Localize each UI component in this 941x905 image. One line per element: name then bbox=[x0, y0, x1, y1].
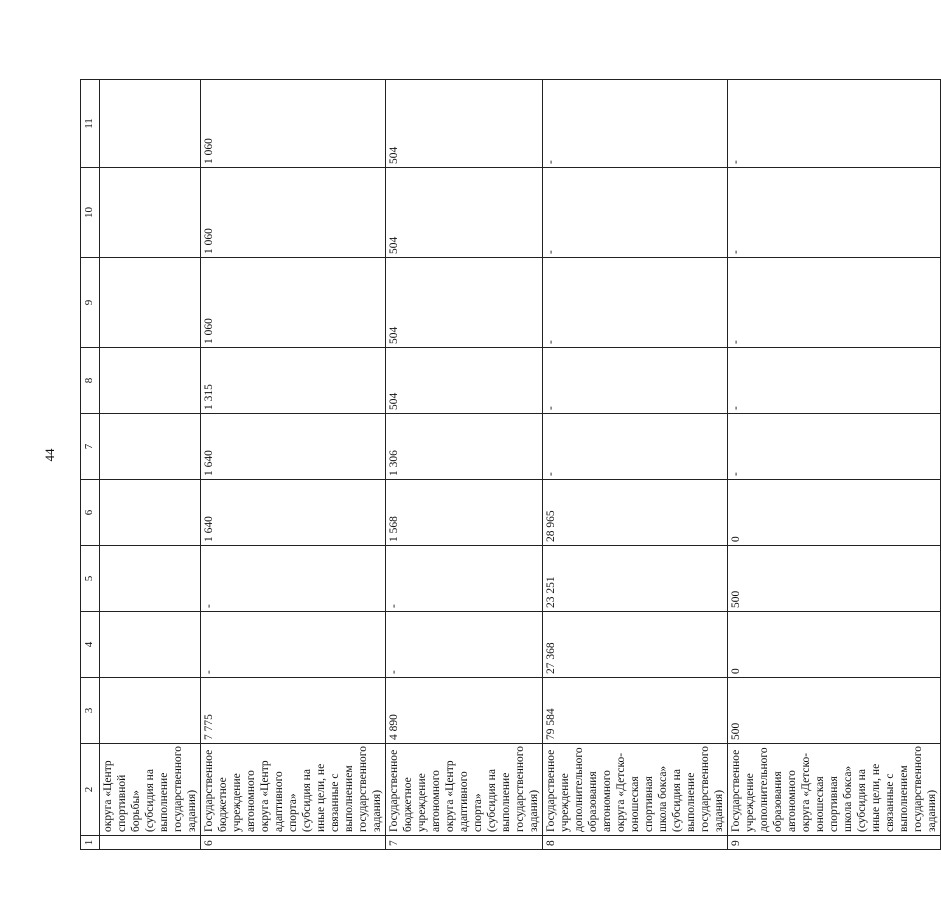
row-number-cell bbox=[201, 836, 386, 850]
rotated-table-container bbox=[80, 80, 938, 850]
value-cell bbox=[728, 80, 941, 168]
value-text: - bbox=[388, 670, 400, 674]
value-text: 1 060 bbox=[203, 138, 215, 164]
column-number-cell: 11 bbox=[81, 80, 100, 168]
column-number-cell: 6 bbox=[81, 480, 100, 546]
value-text: 504 bbox=[388, 236, 400, 254]
value-cell bbox=[201, 348, 386, 414]
value-cell bbox=[543, 80, 728, 168]
value-text: 1 306 bbox=[388, 450, 400, 476]
page-number: 44 bbox=[42, 448, 57, 462]
value-text: - bbox=[545, 250, 557, 254]
value-cell bbox=[386, 612, 543, 678]
row-number: 7 bbox=[388, 840, 400, 846]
column-number-cell: 8 bbox=[81, 348, 100, 414]
value-cell bbox=[728, 480, 941, 546]
value-text: - bbox=[545, 160, 557, 164]
value-cell bbox=[728, 168, 941, 258]
value-cell bbox=[728, 258, 941, 348]
value-cell bbox=[728, 414, 941, 480]
budget-table bbox=[80, 79, 941, 850]
value-cell bbox=[386, 480, 543, 546]
value-text: 504 bbox=[388, 146, 400, 164]
row-number-cell bbox=[386, 836, 543, 850]
value-cell bbox=[386, 80, 543, 168]
value-cell bbox=[100, 678, 201, 744]
institution-name-cell: Государственное бюджетное учреждение автономного округа «Центр адаптивного спорта» (субсидия на иные цели, не связанные с выполнением государственного задания) bbox=[201, 744, 386, 836]
row-number-cell bbox=[543, 836, 728, 850]
value-cell bbox=[543, 612, 728, 678]
value-cell bbox=[543, 348, 728, 414]
table-body bbox=[81, 80, 941, 850]
column-number-row bbox=[81, 80, 100, 850]
value-cell bbox=[543, 678, 728, 744]
value-text: 1 640 bbox=[203, 450, 215, 476]
value-text: - bbox=[730, 160, 742, 164]
column-number-cell: 10 bbox=[81, 168, 100, 258]
value-text: 1 060 bbox=[203, 228, 215, 254]
value-text: 0 bbox=[730, 536, 742, 542]
table-row bbox=[386, 80, 543, 850]
value-text: - bbox=[545, 472, 557, 476]
table-row bbox=[100, 80, 201, 850]
row-number-cell bbox=[728, 836, 941, 850]
value-cell bbox=[543, 414, 728, 480]
row-number: 9 bbox=[730, 840, 742, 846]
value-cell bbox=[100, 168, 201, 258]
value-cell bbox=[386, 546, 543, 612]
value-text: - bbox=[203, 604, 215, 608]
value-text: 0 bbox=[730, 668, 742, 674]
value-cell bbox=[201, 546, 386, 612]
value-text: 4 890 bbox=[388, 714, 400, 740]
value-cell bbox=[543, 480, 728, 546]
value-cell bbox=[728, 678, 941, 744]
value-cell bbox=[201, 480, 386, 546]
value-cell bbox=[201, 612, 386, 678]
value-cell bbox=[386, 168, 543, 258]
value-cell bbox=[728, 546, 941, 612]
column-number-cell: 1 bbox=[81, 836, 100, 850]
value-text: - bbox=[203, 670, 215, 674]
value-cell bbox=[100, 546, 201, 612]
row-number: 8 bbox=[545, 840, 557, 846]
value-cell bbox=[100, 612, 201, 678]
value-cell bbox=[386, 414, 543, 480]
value-cell bbox=[100, 414, 201, 480]
column-number-cell: 5 bbox=[81, 546, 100, 612]
column-number-cell: 7 bbox=[81, 414, 100, 480]
column-number-cell: 3 bbox=[81, 678, 100, 744]
value-cell bbox=[543, 168, 728, 258]
column-number-cell: 4 bbox=[81, 612, 100, 678]
institution-name-cell: Государственное бюджетное учреждение автономного округа «Центр адаптивного спорта» (субсидия на выполнение государственного задания) bbox=[386, 744, 543, 836]
value-text: 504 bbox=[388, 326, 400, 344]
value-text: 504 bbox=[388, 392, 400, 410]
value-cell bbox=[100, 258, 201, 348]
value-cell bbox=[100, 348, 201, 414]
value-text: - bbox=[730, 340, 742, 344]
value-text: - bbox=[730, 472, 742, 476]
value-cell bbox=[201, 678, 386, 744]
value-cell bbox=[201, 414, 386, 480]
value-text: 7 775 bbox=[203, 714, 215, 740]
value-text: 1 568 bbox=[388, 516, 400, 542]
value-text: - bbox=[545, 406, 557, 410]
value-cell bbox=[728, 348, 941, 414]
value-cell bbox=[543, 258, 728, 348]
value-text: - bbox=[388, 604, 400, 608]
table-row bbox=[201, 80, 386, 850]
value-text: 23 251 bbox=[545, 576, 557, 608]
column-number-cell: 9 bbox=[81, 258, 100, 348]
value-cell bbox=[100, 80, 201, 168]
value-cell bbox=[201, 168, 386, 258]
value-text: 79 584 bbox=[545, 708, 557, 740]
value-text: 1 315 bbox=[203, 384, 215, 410]
value-text: 500 bbox=[730, 722, 742, 740]
value-text: 28 965 bbox=[545, 510, 557, 542]
value-text: 27 368 bbox=[545, 642, 557, 674]
value-text: - bbox=[545, 340, 557, 344]
value-cell bbox=[386, 258, 543, 348]
value-cell bbox=[100, 480, 201, 546]
column-number-cell: 2 bbox=[81, 744, 100, 836]
value-text: - bbox=[730, 250, 742, 254]
value-text: - bbox=[730, 406, 742, 410]
row-number-cell bbox=[100, 836, 201, 850]
institution-name-cell: округа «Центр спортивной борьбы» (субсидия на выполнение государственного задания) bbox=[100, 744, 201, 836]
value-text: 1 060 bbox=[203, 318, 215, 344]
row-number: 6 bbox=[203, 840, 215, 846]
value-cell bbox=[543, 546, 728, 612]
value-text: 500 bbox=[730, 590, 742, 608]
value-text: 1 640 bbox=[203, 516, 215, 542]
value-cell bbox=[386, 678, 543, 744]
value-cell bbox=[386, 348, 543, 414]
value-cell bbox=[201, 80, 386, 168]
value-cell bbox=[201, 258, 386, 348]
institution-name-cell: Государственное учреждение дополнительного образования автономного округа «Детско-юношеская спортивная школа бокса» (субсидия на выполнение государственного задания) bbox=[543, 744, 728, 836]
institution-name-cell: Государственное учреждение дополнительного образования автономного округа «Детско-юношеская спортивная школа бокса» (субсидия на иные цели, не связанные с выполнением государственного задания) bbox=[728, 744, 941, 836]
table-row bbox=[728, 80, 941, 850]
table-row bbox=[543, 80, 728, 850]
value-cell bbox=[728, 612, 941, 678]
